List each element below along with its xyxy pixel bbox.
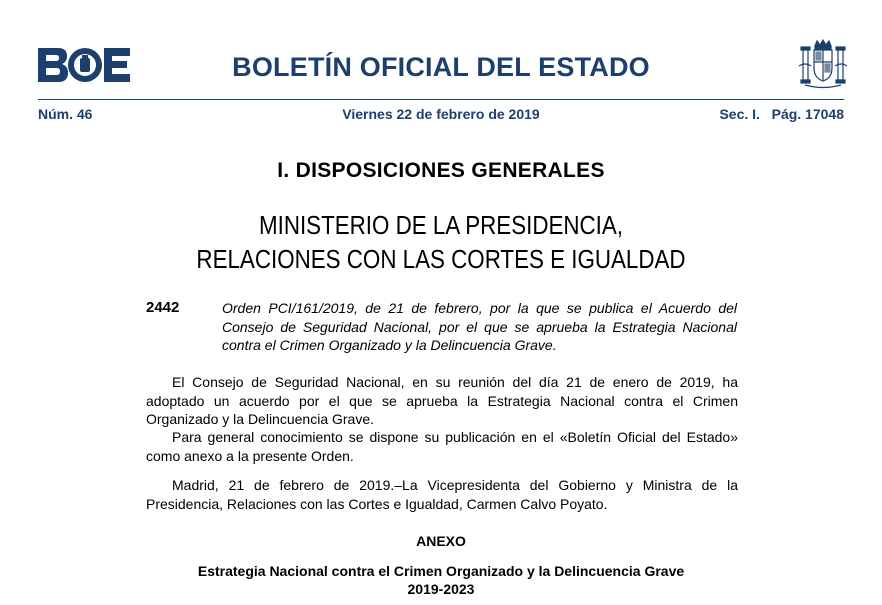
ministry-line-2: RELACIONES CON LAS CORTES E IGUALDAD <box>196 244 686 274</box>
header-rule <box>38 99 844 100</box>
annex-title: Estrategia Nacional contra el Crimen Organizado y la Delincuencia Grave 2019-2023 <box>197 563 685 597</box>
disposition-summary: Orden PCI/161/2019, de 21 de febrero, por la que se publica el Acuerdo del Consejo de Seguridad Nacional, por el que se aprueba la Estrategia Nacional contra el Crimen Organizado y la Delincuencia Grave. <box>222 300 737 353</box>
body-paragraph-2: Para general conocimiento se dispone su publicación en el «Boletín Oficial del Estado» como anexo a la presente Orden. <box>146 429 738 464</box>
body-paragraph-1: El Consejo de Seguridad Nacional, en su reunión del día 21 de enero de 2019, ha adoptado un acuerdo por el que se aprueba la Estrategia Nacional contra el Crimen Organizado y la Delincuencia Grave. <box>146 374 738 427</box>
section-title: I. DISPOSICIONES GENERALES <box>277 159 605 182</box>
body-paragraph-3: Madrid, 21 de febrero de 2019.–La Vicepresidenta del Gobierno y Ministra de la Presidencia, Relaciones con las Cortes e Igualdad, Carmen Calvo Poyato. <box>146 477 738 512</box>
issue-date: Viernes 22 de febrero de 2019 <box>342 106 540 122</box>
ministry-line-1: MINISTERIO DE LA PRESIDENCIA, <box>258 210 624 240</box>
issue-number: Núm. 46 <box>38 106 93 122</box>
section-page: Sec. I. Pág. 17048 <box>719 106 844 122</box>
annex-heading: ANEXO <box>416 533 466 549</box>
coat-of-arms-icon <box>797 38 849 90</box>
boe-logo <box>38 46 130 84</box>
disposition-number: 2442 <box>146 299 180 316</box>
masthead-title: BOLETÍN OFICIAL DEL ESTADO <box>232 52 650 82</box>
